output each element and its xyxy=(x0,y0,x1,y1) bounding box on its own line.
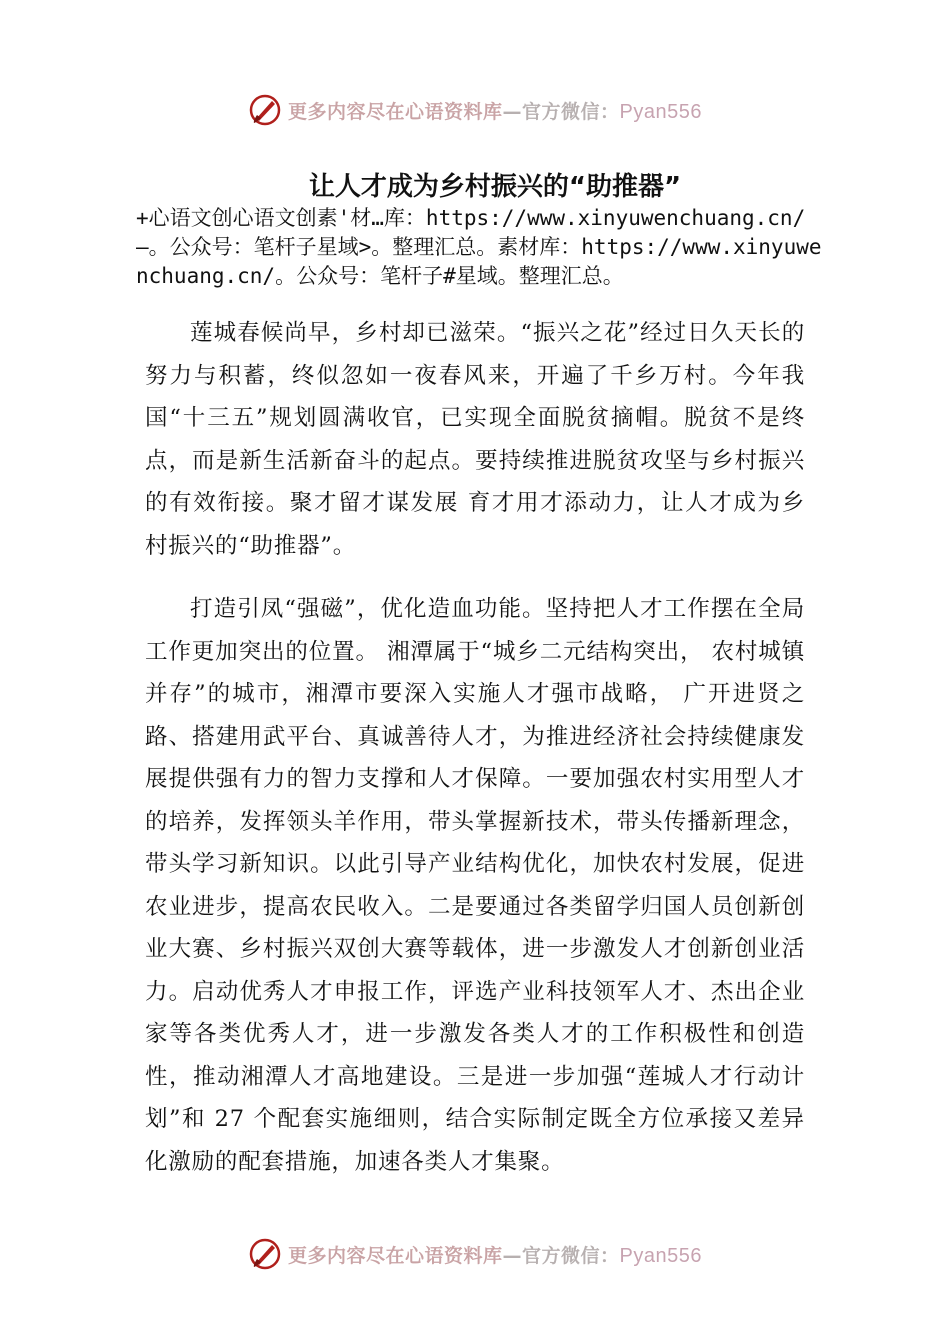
document-body xyxy=(145,312,805,1183)
paragraph-2: 打造引凤“强磁”，优化造血功能。坚持把人才工作摆在全局工作更加突出的位置。 湘潭属于“城乡二元结构突出， 农村城镇并存”的城市，湘潭市要深入实施人才强市战略， 广开进贤之路、搭建用武平台、真诚善待人才，为推进经济社会持续健康发展提供强有力的智力支撑和人才保障。一要加强农村实用型人才的培养，发挥领头羊作用，带头掌握新技术，带头传播新理念，带头学习新知识。以此引导产业结构优化，加快农村发展，促进农业进步，提高农民收入。二是要通过各类留学归国人员创新创业大赛、乡村振兴双创大赛等载体，进一步激发人才创新创业活力。启动优秀人才申报工作，评选产业科技领军人才、杰出企业家等各类优秀人才，进一步激发各类人才的工作积极性和创造性，推动湘潭人才高地建设。三是进一步加强“莲城人才行动计划”和 27 个配套实施细则，结合实际制定既全方位承接又差异化激励的配套措施，加速各类人才集聚。 xyxy=(145,596,805,1175)
document-title: 让人才成为乡村振兴的“助推器” xyxy=(308,172,682,202)
footer-banner xyxy=(0,1234,950,1274)
header-banner xyxy=(0,90,950,130)
banner-text xyxy=(288,97,702,124)
paragraph-1: 莲城春候尚早，乡村却已滋荣。“振兴之花”经过日久天长的努力与积蓄，终似忽如一夜春风来，开遍了千乡万村。今年我国“十三五”规划圆满收官，已实现全面脱贫摘帽。脱贫不是终点，而是新生活新奋斗的起点。要持续推进脱贫攻坚与乡村振兴的有效衔接。聚才留才谋发展 育才用才添动力，让人才成为乡村振兴的“助推器”。 xyxy=(145,320,805,559)
banner-main-text: 更多内容尽在心语资料库 xyxy=(288,1244,503,1267)
source-note: +心语文创心语文创素'材…库：https://www.xinyuwenchuang.cn/—。公众号：笔杆子星域>。整理汇总。素材库：https://www.xinyuwenchuang.cn/。公众号：笔杆子#星域。整理汇总。 xyxy=(136,206,822,288)
banner-main-text: 更多内容尽在心语资料库 xyxy=(288,100,503,123)
quill-logo-icon xyxy=(248,93,282,127)
banner-wechat-id: Pyan556 xyxy=(619,1244,702,1267)
banner-text xyxy=(288,1241,702,1268)
banner-sub-text: —官方微信： xyxy=(502,100,620,123)
banner-wechat-id: Pyan556 xyxy=(619,100,702,123)
quill-logo-icon xyxy=(248,1237,282,1271)
banner-sub-text: —官方微信： xyxy=(502,1244,620,1267)
